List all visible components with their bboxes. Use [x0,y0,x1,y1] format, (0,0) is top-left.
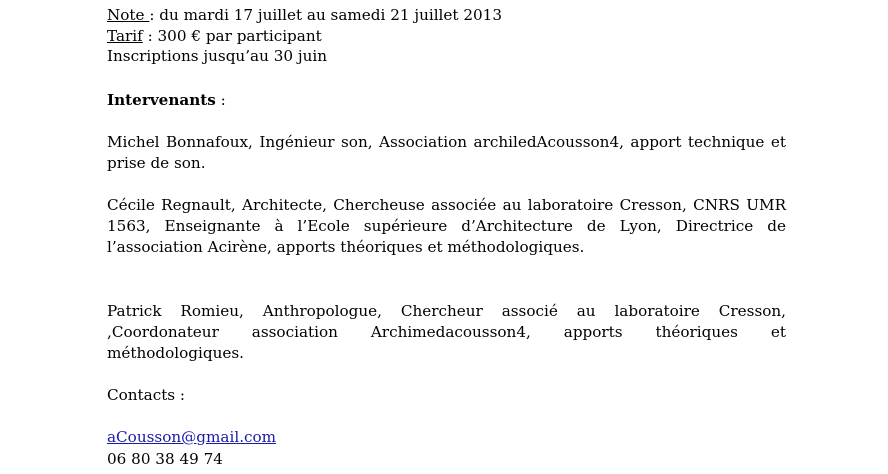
contacts-label: Contacts : [107,386,186,404]
intervenant-paragraph-2: Cécile Regnault, Architecte, Chercheuse associée au laboratoire Cresson, CNRS UMR 1563, Enseignante à l’Ecole supérieure d’Architecture de Lyon, Directrice de l’association Acirène, apports théoriques et méthodologiques. [107,196,786,256]
intervenants-heading [107,90,226,110]
intervenants-heading-suffix: : [215,91,226,109]
tarif-value: : 300 € par participant [142,27,322,45]
tarif-line [107,26,322,46]
note-line [107,5,502,25]
intervenant-paragraph-1: Michel Bonnafoux, Ingénieur son, Association archiledAcousson4, apport technique et prise de son. [107,133,786,172]
contact-phone: 06 80 38 49 74 [107,450,223,468]
note-value: : du mardi 17 juillet au samedi 21 juillet 2013 [149,6,502,24]
tarif-label: Tarif [107,27,143,45]
intervenant-paragraph-3: Patrick Romieu, Anthropologue, Chercheur associé au laboratoire Cresson, ,Coordonateur association Archimedacousson4, apports théoriques et méthodologiques. [107,302,786,362]
intervenants-heading-text: Intervenants [107,91,216,109]
contact-email-link[interactable]: aCousson@gmail.com [107,428,277,446]
contact-email-line [107,427,276,447]
inscriptions-line: Inscriptions jusqu’au 30 juin [107,47,327,65]
note-label: Note [107,6,150,24]
